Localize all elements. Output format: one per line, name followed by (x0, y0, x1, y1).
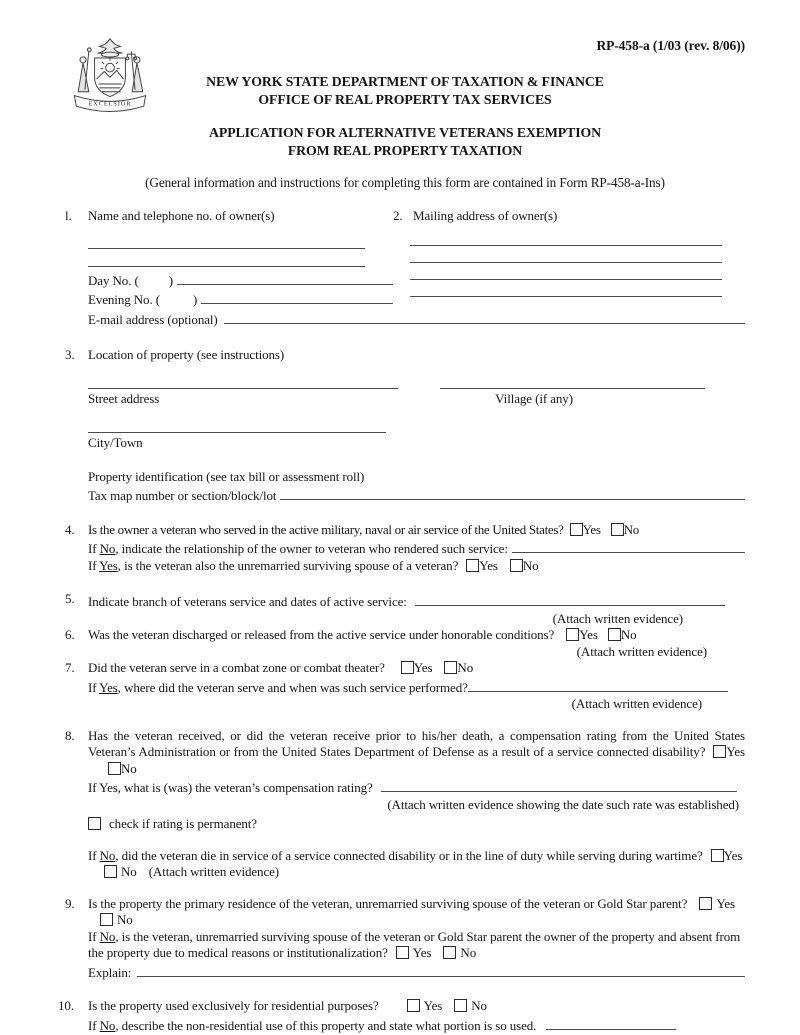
q5-attach-evidence-note: (Attach written evidence) (552, 610, 683, 626)
owner-name-line-2[interactable] (88, 252, 365, 267)
q10-residential-no-checkbox[interactable] (454, 999, 467, 1012)
question-9-text: Is the property the primary residence of the veteran, unremarried surviving spouse of the veteran or Gold Star parent? (88, 895, 688, 911)
dept-name-line1: NEW YORK STATE DEPARTMENT OF TAXATION & FINANCE (206, 73, 604, 89)
q6-attach-evidence-note: (Attach written evidence) (576, 643, 707, 659)
nys-coat-of-arms-seal (57, 34, 163, 134)
q8-died-yes-checkbox[interactable] (711, 849, 724, 862)
q4-relationship-line[interactable] (512, 538, 745, 553)
q4-veteran-no-checkbox[interactable] (611, 523, 624, 536)
q10-if-no-text: , describe the non-residential use of this property and state what portion is so used. (115, 1017, 537, 1033)
tax-map-label: Tax map number or section/block/lot (88, 488, 277, 503)
q9-if-no-text: , is the veteran, unremarried surviving spouse of the veteran or Gold Star parent the owner of the property and absent from the property due to medical reasons or institutionalization? (88, 928, 741, 960)
question-3-label: Location of property (see instructions) (88, 347, 285, 362)
q9-absent-yes-checkbox[interactable] (396, 946, 409, 959)
question-1-number: l. (65, 208, 72, 223)
question-9: 9. Is the property the primary residence of the veteran, unremarried surviving spouse of the veteran or Gold Star parent? YesNo If No, is the veteran, unremarried surviving spouse of the veteran or Gold Star parent the owner of the property and absent from the property due to medical reasons or institutionalization? Yes No Explain: (65, 896, 745, 982)
q4-if-no-text: , indicate the relationship of the owner to veteran who rendered such service: (115, 541, 508, 556)
question-4-number: 4. (65, 521, 75, 537)
question-10: 10. Is the property used exclusively for residential purposes? Yes No If No, describe the non-residential use of this property and state what portion is so used. (65, 998, 745, 1034)
q6-honorable-yes-checkbox[interactable] (566, 628, 579, 641)
q4-spouse-yes-checkbox[interactable] (466, 559, 479, 572)
tax-map-line[interactable] (280, 485, 745, 500)
question-7-text: Did the veteran serve in a combat zone or combat theater? (88, 660, 385, 675)
question-2-mailing-address (393, 208, 745, 309)
q8-if-no-text: , did the veteran die in service of a service connected disability or in the line of duty while serving during wartime? (115, 847, 703, 863)
q7-where-served-line[interactable] (468, 677, 728, 692)
question-7: 7. Did the veteran serve in a combat zone or combat theater? Yes No If Yes, where did the veteran serve and when was such service performed? (Attach written evidence) (65, 660, 745, 713)
q7-attach-evidence-note: (Attach written evidence) (571, 696, 702, 711)
village-label: Village (if any) (495, 390, 573, 406)
question-8: 8. Has the veteran received, or did the veteran receive prior to his/her death, a compensation rating from the United States Veteran’s Administration or from the United States Department of Defense as a result of a service connected disability? YesNo If Yes, what is (was) the veteran’s compensation rating? (Attach written evidence showing the date such rate was established) check if rating is permanent? If No, did the veteran die in service of a service connected disability or in the line of duty while serving during wartime? YesNo (Attach written evidence) (65, 727, 745, 879)
question-8-number: 8. (65, 727, 75, 743)
question-8-text: Has the veteran received, or did the veteran receive prior to his/her death, a compensation rating from the United States Veteran’s Administration or from the United States Department of Defense as a result of a service connected disability? (88, 727, 745, 759)
evening-no-label: Evening No. ( (88, 292, 160, 307)
property-id-label: Property identification (see tax bill or assessment roll) (88, 468, 365, 484)
question-6-number: 6. (65, 627, 75, 642)
q9-residence-yes-checkbox[interactable] (699, 897, 712, 910)
question-7-number: 7. (65, 660, 75, 675)
q9-residence-no-checkbox[interactable] (100, 913, 113, 926)
q10-non-residential-use-line[interactable] (546, 1015, 676, 1030)
dept-name-line2: OFFICE OF REAL PROPERTY TAX SERVICES (258, 91, 552, 107)
q5-branch-service-line[interactable] (415, 591, 725, 606)
form-title-line1: APPLICATION FOR ALTERNATIVE VETERANS EXEMPTION (209, 124, 601, 140)
question-6: 6. Was the veteran discharged or released from the active service under honorable conditions? Yes No (Attach written evidence) (65, 627, 745, 660)
owner-name-line-1[interactable] (88, 234, 365, 249)
question-5-number: 5. (65, 591, 75, 606)
q4-if-yes-text: , is the veteran also the unremarried surviving spouse of a veteran? (117, 557, 459, 573)
question-5-text: Indicate branch of veterans service and dates of active service: (88, 594, 407, 609)
mailing-address-line-1[interactable] (410, 231, 722, 246)
question-4-text: Is the owner a veteran who served in the active military, naval or air service of the United States? (88, 521, 564, 537)
question-1-owner-name-phone: Name and telephone no. of owner(s) Day No. ( ) Evening No. ( ) (88, 208, 393, 309)
question-10-number: 10. (58, 998, 74, 1013)
mailing-address-line-3[interactable] (410, 265, 722, 280)
question-1-and-2 (65, 208, 745, 328)
eagle-icon (97, 39, 122, 53)
question-5 (65, 591, 745, 627)
mailing-address-line-4[interactable] (410, 282, 722, 297)
q6-honorable-no-checkbox[interactable] (608, 628, 621, 641)
city-town-line[interactable] (88, 418, 386, 433)
q8-permanent-label: check if rating is permanent? (109, 816, 257, 831)
question-2-number: 2. (393, 208, 403, 223)
q7-if-yes-text: , where did the veteran serve and when was such service performed? (117, 679, 468, 695)
q9-absent-no-checkbox[interactable] (443, 946, 456, 959)
q8-died-no-checkbox[interactable] (104, 865, 117, 878)
instructions-note: (General information and instructions for completing this form are contained in Form RP-458-a-Ins) (145, 174, 665, 190)
question-2-label: Mailing address of owner(s) (413, 208, 558, 223)
q8-rating-question: If Yes, what is (was) the veteran’s compensation rating? (88, 780, 373, 795)
q8-rating-permanent-checkbox[interactable] (88, 817, 101, 830)
svg-text:EXCELSIOR: EXCELSIOR (88, 100, 132, 108)
question-4: 4. Is the owner a veteran who served in the active military, naval or air service of the United States? Yes No If No, indicate the relationship of the owner to veteran who rendered such service: If Yes, is the veteran also the unremarried surviving spouse of a veteran? Yes No (65, 522, 745, 575)
question-3 (65, 347, 745, 505)
q10-residential-yes-checkbox[interactable] (407, 999, 420, 1012)
street-address-line[interactable] (88, 374, 398, 389)
q9-explain-label: Explain: (88, 964, 132, 980)
form-number: RP-458-a (1/03 (rev. 8/06)) (596, 38, 745, 53)
form-title-line2: FROM REAL PROPERTY TAXATION (287, 142, 523, 158)
day-phone-line[interactable] (177, 270, 393, 285)
email-label: E-mail address (optional) (88, 311, 218, 327)
mailing-address-line-2[interactable] (410, 248, 722, 263)
q8-rating-yes-checkbox[interactable] (713, 745, 726, 758)
email-line[interactable] (224, 309, 745, 324)
q8-compensation-rating-line[interactable] (381, 777, 737, 792)
day-no-label: Day No. ( (88, 272, 139, 288)
street-address-label: Street address (88, 390, 160, 406)
question-1-label: Name and telephone no. of owner(s) (88, 208, 275, 223)
q4-spouse-no-checkbox[interactable] (510, 559, 523, 572)
village-line[interactable] (440, 374, 705, 389)
evening-phone-line[interactable] (201, 289, 393, 304)
q7-combat-yes-checkbox[interactable] (401, 661, 414, 674)
q8-attach-evidence-note: (Attach written evidence showing the date such rate was established) (387, 796, 739, 812)
q9-explain-line[interactable] (137, 962, 745, 977)
q8-rating-no-checkbox[interactable] (108, 762, 121, 775)
question-3-number: 3. (65, 347, 75, 362)
question-9-number: 9. (65, 895, 75, 911)
question-6-text: Was the veteran discharged or released from the active service under honorable conditions? (88, 627, 555, 642)
city-town-label: City/Town (88, 435, 143, 450)
question-10-text: Is the property used exclusively for residential purposes? (88, 998, 379, 1013)
q8-wartime-attach-note: (Attach written evidence) (148, 864, 280, 879)
q4-veteran-yes-checkbox[interactable] (570, 523, 583, 536)
q7-combat-no-checkbox[interactable] (444, 661, 457, 674)
